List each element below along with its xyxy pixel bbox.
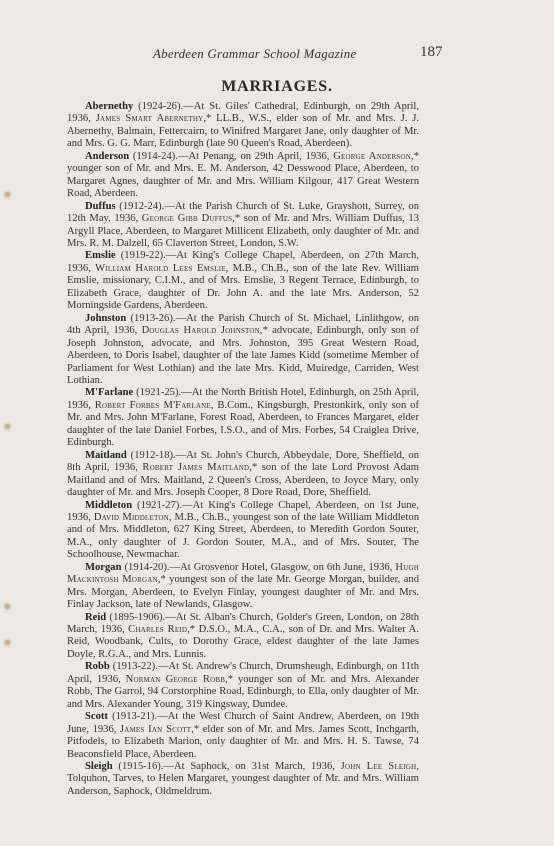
binding-hole-mark (5, 424, 10, 429)
marriage-entry-morgan (67, 562, 419, 612)
entry-text: , M.B., Ch.B., son of the late Rev. William Emslie, missionary, C.I.M., and of Mrs. Emslie, 3 Regent Terrace, Edinburgh, to Elizabeth Grace, daughter of Dr. John A. and the late Mrs. Anderson, 52 Morningside Gardens, Aberdeen. (67, 262, 419, 312)
entry-surname: Robb (85, 661, 110, 673)
entry-text: ,* younger son of Mr. and Mrs. Alexander Robb, The Garrol, 94 Corstorphine Road, Edinburgh, to Ella, only daughter of Mr. and Mrs. Alexander Young, 319 Kingsway, Dundee. (67, 673, 419, 710)
binding-hole-mark (5, 604, 10, 609)
entry-groom-name: James Smart Abernethy (95, 113, 204, 125)
entry-text: (1895-1906).—At St. Alban's Church, Golder's Green, London, on 28th March, 1936, (67, 611, 419, 636)
entry-surname: Emslie (85, 250, 116, 262)
marriages-list (67, 101, 419, 798)
entry-groom-name: Hugh Mackintosh Morgan (67, 561, 419, 586)
entry-groom-name: Charles Reid (128, 624, 188, 636)
entry-groom-name: Norman George Robb (125, 673, 226, 685)
marriage-entry-scott (67, 711, 419, 761)
entry-text: ,* LL.B., W.S., elder son of Mr. and Mrs. J. J. Abernethy, Balmain, Fettercairn, to Winifred Margaret Jane, only daughter of Mr. and Mrs. G. G. Marr, Edinburgh (late 90 Queen's Road, Aberdeen). (67, 113, 419, 150)
entry-text: , B.Com., Kingsburgh, Prestonkirk, only son of Mr. and Mrs. John M'Farlane, Forest Road, Aberdeen, to Frances Margaret, elder daughter of the late Daniel Forbes, I.S.O., and of Mrs. Forbes, 54 Craiglea Drive, Edinburgh. (67, 399, 419, 449)
marriage-entry-sleigh (67, 761, 419, 798)
entry-text: ,* youngest son of the late Mr. George Morgan, builder, and Mrs. Morgan, Aberdeen, to Evelyn Finlay, youngest daughter of Mr. and Mrs. Finlay Jackson, late of Newlands, Glasgow. (67, 574, 419, 611)
entry-text: (1921-25).—At the North British Hotel, Edinburgh, on 25th April, 1936, (67, 387, 419, 411)
marriage-entry-abernethy (67, 101, 419, 151)
entry-text: ,* elder son of Mr. and Mrs. James Scott, Inchgarth, Pitfodels, to Elizabeth Marion, only daughter of Mr. and Mrs. H. S. Tawse, 74 Beaconsfield Place, Aberdeen. (67, 723, 419, 760)
entry-surname: M'Farlane (85, 387, 134, 399)
entry-surname: Scott (85, 711, 108, 723)
marriage-entry-reid (67, 612, 419, 662)
marriage-entry-middleton (67, 500, 419, 562)
marriage-entry-mfarlane (67, 387, 419, 449)
entry-groom-name: Robert James Maitland (142, 462, 250, 474)
section-heading: MARRIAGES. (221, 78, 333, 95)
entry-text: , M.B., Ch.B., youngest son of the late William Middleton and of Mrs. Middleton, 627 King Street, Aberdeen, to Meredith Gordon Souter, M.A., only daughter of J. Gordon Souter, M.A., and of Mrs. Souter, The Schoolhouse, Newmachar. (67, 511, 419, 561)
running-title: Aberdeen Grammar School Magazine (153, 46, 357, 61)
entry-text: (1924-26).—At St. Giles' Cathedral, Edinburgh, on 29th April, 1936, (67, 101, 419, 125)
entry-text: (1913-26).—At the Parish Church of St. Michael, Linlithgow, on 4th April, 1936, (67, 312, 419, 337)
entry-text: (1921-27).—At King's College Chapel, Aberdeen, on 1st June, 1936, (67, 499, 419, 523)
entry-text: (1912-24).—At the Parish Church of St. Luke, Grayshott, Surrey, on 12th May, 1936, (67, 200, 419, 225)
entry-groom-name: James Ian Scott (119, 723, 192, 735)
entry-text: (1914-20).—At Grosvenor Hotel, Glasgow, on 6th June, 1936, (121, 561, 396, 573)
marriage-entry-anderson (67, 151, 419, 201)
binding-hole-mark (5, 640, 10, 645)
entry-surname: Morgan (85, 561, 122, 573)
entry-text: ,* son of the late Lord Provost Adam Maitland and of Mrs. Maitland, 2 Queen's Cross, Aberdeen, to Joyce Mary, only daughter of Mr. and Mrs. Joseph Cooper, 8 Dore Road, Dore, Sheffield. (67, 462, 419, 499)
entry-text: (1913-22).—At St. Andrew's Church, Drumsheugh, Edinburgh, on 11th April, 1936, (67, 661, 419, 685)
entry-text: (1915-16).—At Saphock, on 31st March, 1936, (112, 761, 341, 773)
entry-groom-name: David Middleton (93, 511, 169, 523)
entry-groom-name: George Gibb Duffus (141, 213, 233, 225)
entry-text: ,* younger son of Mr. and Mrs. E. M. Anderson, 42 Desswood Place, Aberdeen, to Margaret Agnes, daughter of Mr. and Mrs. William Kilgour, 417 Great Western Road, Aberdeen. (67, 150, 419, 200)
entry-text: (1914-24).—At Penang, on 29th April, 1936, (129, 150, 334, 162)
entry-surname: Maitland (85, 449, 127, 461)
entry-groom-name: John Lee Sleigh (340, 761, 417, 773)
entry-text: ,* advocate, Edinburgh, only son of Joseph Johnston, advocate, and Mrs. Johnston, 395 Great Western Road, Aberdeen, to Doris Isabel, daughter of the late James Kidd (sometime Member of Parliament for West Lothian) and the late Mrs. Kidd, Muiredge, Carriden, West Lothian. (67, 325, 419, 386)
entry-surname: Abernethy (85, 101, 134, 112)
entry-text: , Tolquhon, Tarves, to Helen Margaret, youngest daughter of Mr. and Mrs. William Anderson, Saphock, Oldmeldrum. (67, 761, 419, 797)
marriage-entry-maitland (67, 450, 419, 500)
marriage-entry-johnston (67, 313, 419, 388)
entry-groom-name: Robert Forbes M'Farlane (94, 399, 211, 411)
marriage-entry-duffus (67, 201, 419, 251)
entry-text: (1913-21).—At the West Church of Saint Andrew, Aberdeen, on 19th June, 1936, (67, 711, 419, 735)
entry-surname: Sleigh (85, 761, 113, 773)
marriage-entry-emslie (67, 250, 419, 312)
binding-hole-mark (5, 192, 10, 197)
marriage-entry-robb (67, 661, 419, 711)
entry-groom-name: George Anderson (333, 150, 412, 162)
page-number: 187 (420, 44, 443, 60)
entry-text: (1919-22).—At King's College Chapel, Aberdeen, on 27th March, 1936, (67, 250, 419, 274)
running-head (0, 46, 554, 66)
entry-text: (1912-18).—At St. John's Church, Abbeydale, Dore, Sheffield, on 8th April, 1936, (67, 449, 419, 474)
entry-text: ,* D.S.O., M.A., C.A., son of Dr. and Mrs. Walter A. Reid, Woodbank, Cults, to Dorothy Grace, eldest daughter of the late James Doyle, R.G.A., and Mrs. Lunnis. (67, 624, 419, 660)
entry-surname: Anderson (85, 150, 130, 162)
entry-surname: Reid (85, 611, 107, 623)
entry-text: ,* son of Mr. and Mrs. William Duffus, 13 Argyll Place, Aberdeen, to Margaret Millicent Elizabeth, only daughter of Mr. and Mrs. R. M. Dalzell, 65 Claverton Street, London, S.W. (67, 213, 419, 249)
entry-surname: Duffus (85, 200, 116, 212)
entry-surname: Middleton (85, 499, 133, 511)
entry-groom-name: Douglas Harold Johnston (141, 325, 260, 337)
entry-surname: Johnston (85, 312, 127, 324)
entry-groom-name: William Harold Lees Emslie (95, 262, 226, 274)
